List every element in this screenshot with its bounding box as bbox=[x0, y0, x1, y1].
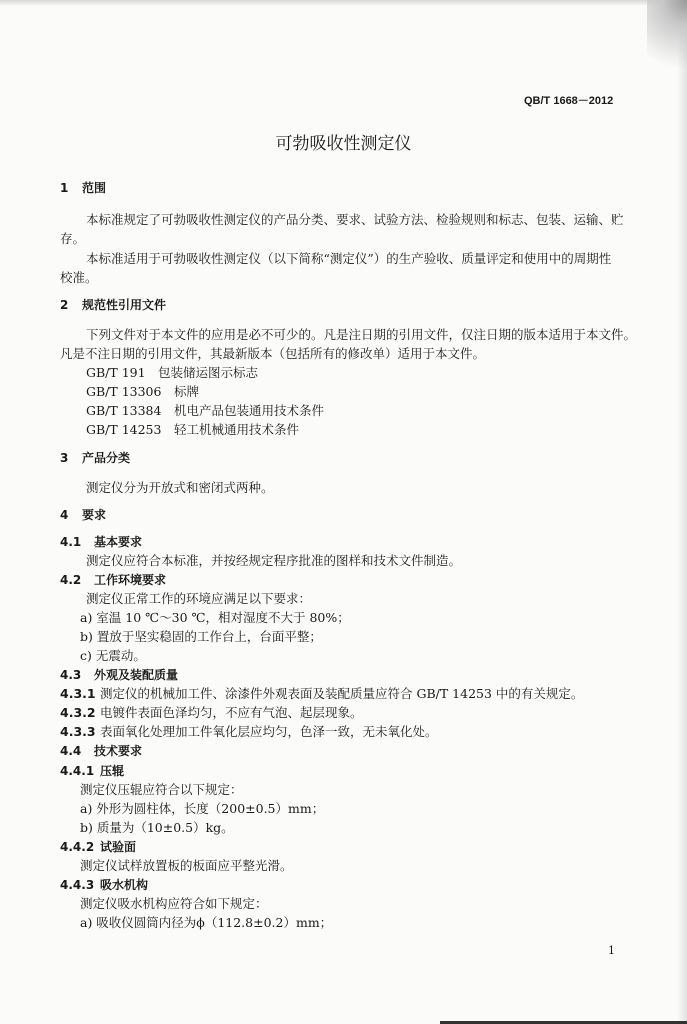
scope-paragraph-1-line-1: 本标准规定了可勃吸收性测定仪的产品分类、要求、试验方法、检验规则和标志、包装、运输、贮 bbox=[86, 212, 624, 227]
references-intro-line-2: 凡是不注日期的引用文件，其最新版本（包括所有的修改单）适用于本文件。 bbox=[60, 346, 486, 361]
clause-number: 4.4.2 bbox=[60, 840, 95, 854]
subsection-4-1-text: 测定仪应符合本标准，并按经规定程序批准的图样和技术文件制造。 bbox=[86, 553, 462, 568]
subsection-title: 工作环境要求 bbox=[94, 573, 167, 587]
clause-4-4-2-heading bbox=[60, 840, 136, 854]
clause-4-4-1-heading bbox=[60, 764, 124, 778]
subsection-4-3-heading bbox=[60, 668, 178, 682]
clause-number: 4.4.3 bbox=[60, 878, 95, 892]
reference-item: GB/T 13306 标牌 bbox=[86, 384, 199, 399]
section-title: 范围 bbox=[82, 181, 107, 195]
references-intro-line-1: 下列文件对于本文件的应用是必不可少的。凡是注日期的引用文件，仅注日期的版本适用于本文件。 bbox=[86, 327, 637, 342]
clause-4-4-1-text: 测定仪压辊应符合以下规定： bbox=[80, 782, 243, 797]
scope-paragraph-1-line-2: 存。 bbox=[60, 231, 86, 246]
subsection-number: 4.4 bbox=[60, 744, 82, 758]
section-number: 2 bbox=[60, 298, 69, 312]
clause-title: 压辊 bbox=[100, 764, 125, 778]
subsection-number: 4.3 bbox=[60, 668, 82, 682]
section-title: 规范性引用文件 bbox=[82, 298, 167, 312]
clause-4-3-3 bbox=[60, 725, 438, 739]
clause-number: 4.3.3 bbox=[60, 724, 96, 739]
clause-4-3-1 bbox=[60, 687, 583, 701]
scope-paragraph-2-line-1: 本标准适用于可勃吸收性测定仪（以下简称“测定仪”）的生产验收、质量评定和使用中的周期性 bbox=[86, 251, 612, 266]
subsection-number: 4.2 bbox=[60, 573, 82, 587]
section-3-heading bbox=[60, 451, 130, 465]
section-number: 1 bbox=[60, 181, 69, 195]
classification-text: 测定仪分为开放式和密闭式两种。 bbox=[86, 480, 274, 495]
clause-text: 表面氧化处理加工件氧化层应均匀，色泽一致，无未氧化处。 bbox=[100, 724, 438, 739]
clause-title: 吸水机构 bbox=[100, 878, 149, 892]
clause-title: 试验面 bbox=[100, 840, 137, 854]
subsection-title: 技术要求 bbox=[94, 744, 143, 758]
scan-corner-shadow bbox=[647, 0, 687, 90]
clause-number: 4.4.1 bbox=[60, 764, 95, 778]
clause-text: 电镀件表面色泽均匀，不应有气泡、起层现象。 bbox=[100, 705, 363, 720]
subsection-title: 基本要求 bbox=[94, 535, 143, 549]
clause-number: 4.3.1 bbox=[60, 686, 96, 701]
reference-item: GB/T 14253 轻工机械通用技术条件 bbox=[86, 422, 299, 437]
section-number: 3 bbox=[60, 451, 69, 465]
scan-edge-top bbox=[0, 0, 687, 6]
list-item: c) 无震动。 bbox=[80, 648, 146, 663]
clause-4-4-3-text: 测定仪吸水机构应符合如下规定： bbox=[80, 896, 268, 911]
clause-number: 4.3.2 bbox=[60, 705, 96, 720]
subsection-4-2-heading bbox=[60, 573, 166, 587]
list-item: b) 置放于坚实稳固的工作台上，台面平整； bbox=[80, 629, 322, 644]
section-4-heading bbox=[60, 508, 106, 522]
reference-item: GB/T 191 包装储运图示标志 bbox=[86, 365, 259, 380]
subsection-title: 外观及装配质量 bbox=[94, 668, 179, 682]
section-1-heading bbox=[60, 181, 106, 195]
section-title: 产品分类 bbox=[82, 451, 131, 465]
section-title: 要求 bbox=[82, 508, 107, 522]
subsection-4-2-text: 测定仪正常工作的环境应满足以下要求： bbox=[86, 591, 312, 606]
document-title: 可勃吸收性测定仪 bbox=[275, 134, 412, 154]
list-item: a) 吸收仪圆筒内径为ϕ（112.8±0.2）mm； bbox=[80, 915, 333, 930]
reference-item: GB/T 13384 机电产品包装通用技术条件 bbox=[86, 403, 324, 418]
clause-4-4-3-heading bbox=[60, 878, 148, 892]
list-item: a) 室温 10 ℃～30 ℃，相对湿度不大于 80%； bbox=[80, 610, 350, 625]
subsection-4-4-heading bbox=[60, 744, 142, 758]
list-item: b) 质量为（10±0.5）kg。 bbox=[80, 820, 234, 835]
subsection-number: 4.1 bbox=[60, 535, 82, 549]
clause-text: 测定仪的机械加工件、涂漆件外观表面及装配质量应符合 GB/T 14253 中的有关规定。 bbox=[100, 686, 584, 701]
list-item: a) 外形为圆柱体，长度（200±0.5）mm； bbox=[80, 801, 325, 816]
scope-paragraph-2-line-2: 校准。 bbox=[60, 270, 98, 285]
clause-4-3-2 bbox=[60, 706, 363, 720]
subsection-4-1-heading bbox=[60, 535, 142, 549]
clause-4-4-2-text: 测定仪试样放置板的板面应平整光滑。 bbox=[80, 858, 293, 873]
standard-number: QB/T 1668－2012 bbox=[524, 95, 614, 107]
page-number: 1 bbox=[608, 944, 615, 957]
section-number: 4 bbox=[60, 508, 69, 522]
section-2-heading bbox=[60, 298, 166, 312]
